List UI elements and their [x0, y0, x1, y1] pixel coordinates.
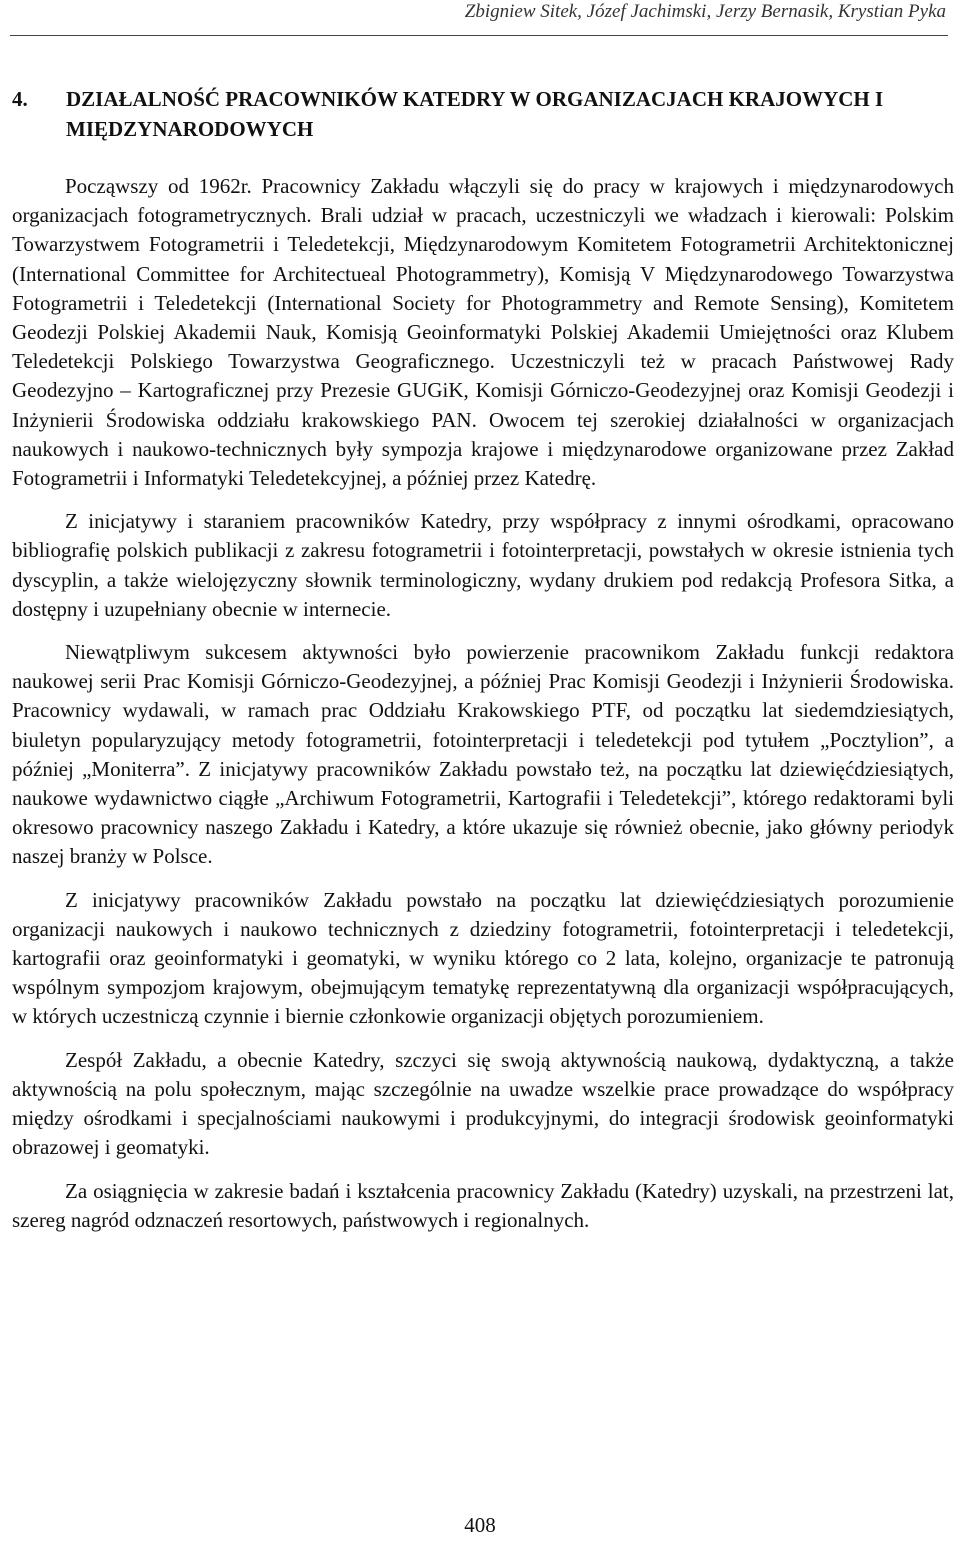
paragraph-symposia-agreement: Z inicjatywy pracowników Zakładu powstało na początku lat dziewięćdziesiątych porozumienie organizacji naukowych i naukowo technicznych z dziedziny fotogrametrii, fotointerpretacji i teledetekcji, kartografii oraz geoinformatyki i geomatyki, w wyniku którego co 2 lata, kolejno, organizacje te patronują wspólnym sympozjom krajowym, obejmującym tematykę reprezentatywną dla organizacji współpracujących, w których uczestniczą czynnie i biernie członkowie organizacji objętych porozumieniem. [12, 887, 954, 1029]
section-title: DZIAŁALNOŚĆ PRACOWNIKÓW KATEDRY W ORGANIZACJACH KRAJOWYCH I MIĘDZYNARODOWYCH [66, 87, 884, 141]
paragraph-organizations: Począwszy od 1962r. Pracownicy Zakładu włączyli się do pracy w krajowych i międzynarodowych organizacjach fotogrametrycznych. Brali udział w pracach, uczestniczyli we władzach i kierowali: Polskim Towarzystwem Fotogrametrii i Teledetekcji, Międzynarodowym Komitetem Fotogrametrii Architektonicznej (International Committee for Architectueal Photogrammetry), Komisją V Międzynarodowego Towarzystwa Fotogrametrii i Teledetekcji (International Society for Photogrammetry and Remote Sensing), Komitetem Geodezji Polskiej Akademii Nauk, Komisją Geoinformatyki Polskiej Akademii Umiejętności oraz Klubem Teledetekcji Polskiego Towarzystwa Geograficznego. Uczestniczyli też w pracach Państwowej Rady Geodezyjno – Kartograficznej przy Prezesie GUGiK, Komisji Górniczo-Geodezyjnej oraz Komisji Geodezji i Inżynierii Środowiska oddziału krakowskiego PAN. Owocem tej szerokiej działalności w organizacjach naukowych i naukowo-technicznych były sympozja krajowe i międzynarodowe organizowane przez Zakład Fotogrametrii i Informatyki Teledetekcyjnej, a później przez Katedrę. [12, 174, 954, 491]
paragraph-awards: Za osiągnięcia w zakresie badań i kształcenia pracownicy Zakładu (Katedry) uzyskali, na przestrzeni lat, szereg nagród odznaczeń resortowych, państwowych i regionalnych. [12, 1178, 954, 1232]
paragraph-bibliography: Z inicjatywy i staraniem pracowników Katedry, przy współpracy z innymi ośrodkami, opracowano bibliografię polskich publikacji z zakresu fotogrametrii i fotointerpretacji, powstałych w okresie istnienia tych dyscyplin, a także wielojęzyczny słownik terminologiczny, wydany drukiem pod redakcją Profesora Sitka, a dostępny i uzupełniany obecnie w internecie. [12, 509, 954, 621]
page-number: 408 [464, 1513, 496, 1537]
header-rule [10, 35, 948, 36]
running-header-authors: Zbigniew Sitek, Józef Jachimski, Jerzy Bernasik, Krystian Pyka [464, 1, 946, 22]
section-heading [12, 84, 942, 144]
section-number: 4. [12, 87, 28, 111]
paragraph-team-activity: Zespół Zakładu, a obecnie Katedry, szczyci się swoją aktywnością naukową, dydaktyczną, a także aktywnością na polu społecznym, mając szczególnie na uwadze wszelkie prace prowadzące do współpracy między ośrodkami i specjalnościami naukowymi i produkcyjnymi, do integracji środowisk geoinformatyki obrazowej i geomatyki. [12, 1047, 954, 1160]
body-text [12, 172, 954, 1249]
paragraph-editorial-work: Niewątpliwym sukcesem aktywności było powierzenie pracownikom Zakładu funkcji redaktora naukowej serii Prac Komisji Górniczo-Geodezyjnej, a później Prac Komisji Geodezji i Inżynierii Środowiska. Pracownicy wydawali, w ramach prac Oddziału Krakowskiego PTF, od początku lat siedemdziesiątych, biuletyn popularyzujący metody fotogrametrii, fotointerpretacji i teledetekcji pod tytułem „Pocztylion”, a później „Moniterra”. Z inicjatywy pracowników Zakładu powstało też, na początku lat dziewięćdziesiątych, naukowe wydawnictwo ciągłe „Archiwum Fotogrametrii, Kartografii i Teledetekcji”, którego redaktorami byli okresowo pracownicy naszego Zakładu i Katedry, a które ukazuje się również obecnie, jako główny periodyk naszej branży w Polsce. [12, 640, 954, 869]
